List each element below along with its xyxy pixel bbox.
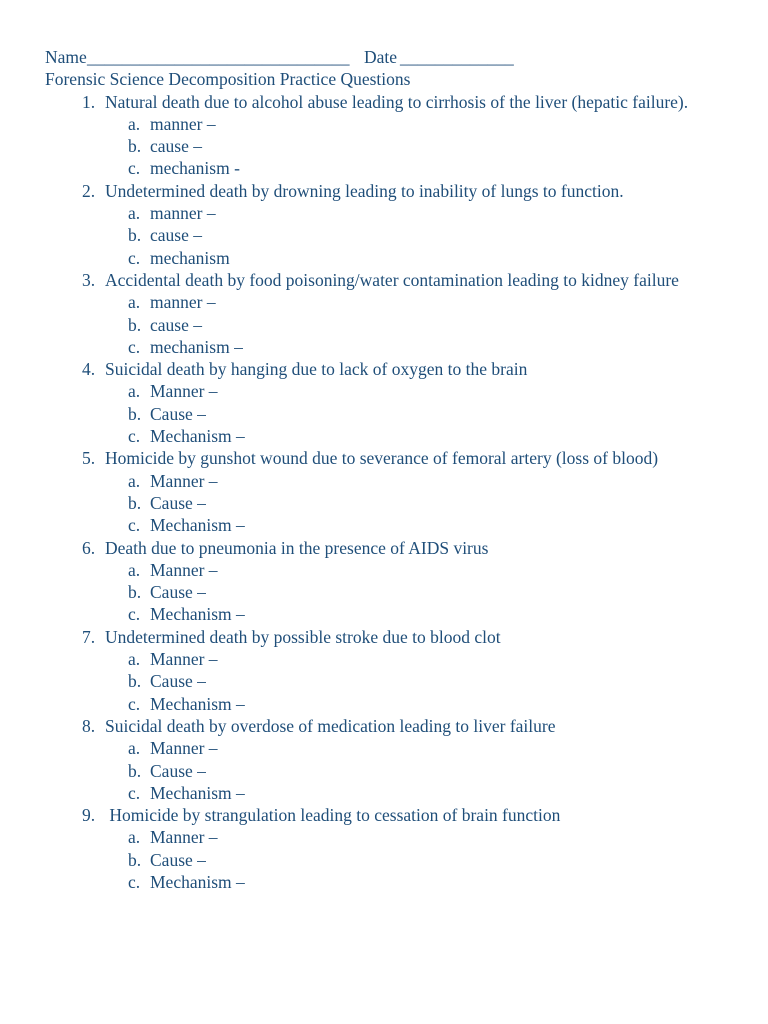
question-item [45, 804, 735, 826]
answer-label: Manner – [150, 649, 218, 670]
answer-item [45, 403, 735, 425]
answer-letter: b. [128, 760, 142, 781]
question-item [45, 537, 735, 559]
question-number: 7. [82, 626, 96, 647]
question-number: 2. [82, 180, 96, 201]
answer-letter: c. [128, 515, 141, 536]
answer-label: manner – [150, 113, 216, 134]
answer-item [45, 380, 735, 402]
answer-letter: a. [128, 827, 141, 848]
answer-item [45, 782, 735, 804]
answer-item [45, 581, 735, 603]
name-date-line [45, 46, 735, 68]
answer-item [45, 648, 735, 670]
answer-item [45, 314, 735, 336]
answer-item [45, 603, 735, 625]
answer-item [45, 425, 735, 447]
question-text: Undetermined death by drowning leading to inability of lungs to function. [105, 180, 624, 201]
answer-label: Cause – [150, 671, 206, 692]
answer-label: manner – [150, 203, 216, 224]
answer-label: Cause – [150, 492, 206, 513]
answer-item [45, 224, 735, 246]
answer-label: Mechanism – [150, 782, 245, 803]
answer-label: mechanism – [150, 336, 243, 357]
answer-label: Mechanism – [150, 604, 245, 625]
question-text: Death due to pneumonia in the presence of AIDS virus [105, 537, 489, 558]
question-text: Homicide by strangulation leading to cessation of brain function [105, 805, 561, 826]
question-number: 5. [82, 448, 96, 469]
answer-letter: a. [128, 470, 141, 491]
answer-label: manner – [150, 292, 216, 313]
answer-item [45, 247, 735, 269]
answer-label: Manner – [150, 381, 218, 402]
answer-label: Cause – [150, 582, 206, 603]
answer-item [45, 737, 735, 759]
answer-item [45, 670, 735, 692]
answer-item [45, 470, 735, 492]
answer-letter: c. [128, 871, 141, 892]
answer-label: Manner – [150, 470, 218, 491]
name-label: Name [45, 47, 87, 67]
answer-item [45, 849, 735, 871]
answer-label: Manner – [150, 738, 218, 759]
answer-item [45, 559, 735, 581]
answer-item [45, 135, 735, 157]
question-number: 1. [82, 91, 96, 112]
answer-letter: a. [128, 381, 141, 402]
answer-letter: b. [128, 314, 142, 335]
question-item [45, 180, 735, 202]
answer-item [45, 693, 735, 715]
answer-letter: b. [128, 582, 142, 603]
answer-letter: c. [128, 158, 141, 179]
question-number: 6. [82, 537, 96, 558]
answer-label: Cause – [150, 760, 206, 781]
question-number: 4. [82, 359, 96, 380]
question-text: Suicidal death by hanging due to lack of oxygen to the brain [105, 359, 528, 380]
date-blank-line: _____________ [400, 47, 514, 67]
answer-item [45, 760, 735, 782]
date-label: Date [364, 47, 398, 67]
answer-item [45, 157, 735, 179]
answer-letter: b. [128, 403, 142, 424]
question-item [45, 447, 735, 469]
answer-letter: c. [128, 336, 141, 357]
question-item [45, 358, 735, 380]
question-number: 8. [82, 715, 96, 736]
answer-label: Mechanism – [150, 426, 245, 447]
question-text: Natural death due to alcohol abuse leading to cirrhosis of the liver (hepatic failure). [105, 91, 689, 112]
question-number: 9. [82, 805, 96, 826]
question-item [45, 626, 735, 648]
answer-label: cause – [150, 225, 202, 246]
question-item [45, 269, 735, 291]
answer-letter: b. [128, 849, 142, 870]
answer-label: Cause – [150, 849, 206, 870]
worksheet-page [45, 46, 735, 893]
answer-label: Manner – [150, 827, 218, 848]
question-text: Undetermined death by possible stroke due to blood clot [105, 626, 501, 647]
question-text: Accidental death by food poisoning/water contamination leading to kidney failure [105, 269, 679, 290]
worksheet-title: Forensic Science Decomposition Practice Questions [45, 69, 411, 90]
question-item [45, 91, 735, 113]
answer-letter: b. [128, 136, 142, 157]
answer-letter: c. [128, 247, 141, 268]
answer-label: mechanism [150, 247, 230, 268]
answer-item [45, 336, 735, 358]
answer-item [45, 291, 735, 313]
answer-letter: c. [128, 782, 141, 803]
answer-letter: a. [128, 559, 141, 580]
answer-letter: c. [128, 604, 141, 625]
question-text: Suicidal death by overdose of medication leading to liver failure [105, 715, 556, 736]
answer-letter: a. [128, 738, 141, 759]
answer-letter: a. [128, 203, 141, 224]
answer-label: Manner – [150, 559, 218, 580]
answer-label: Cause – [150, 403, 206, 424]
question-list [45, 91, 735, 894]
name-blank-line: ______________________________ [87, 47, 350, 67]
answer-letter: a. [128, 649, 141, 670]
answer-item [45, 826, 735, 848]
answer-label: Mechanism – [150, 515, 245, 536]
answer-letter: a. [128, 113, 141, 134]
question-text: Homicide by gunshot wound due to severance of femoral artery (loss of blood) [105, 448, 659, 469]
answer-label: Mechanism – [150, 871, 245, 892]
answer-item [45, 113, 735, 135]
answer-label: mechanism - [150, 158, 240, 179]
answer-item [45, 492, 735, 514]
answer-item [45, 871, 735, 893]
answer-letter: c. [128, 426, 141, 447]
question-item [45, 715, 735, 737]
answer-item [45, 202, 735, 224]
answer-letter: b. [128, 671, 142, 692]
answer-letter: c. [128, 693, 141, 714]
answer-label: cause – [150, 136, 202, 157]
answer-letter: b. [128, 225, 142, 246]
question-number: 3. [82, 269, 96, 290]
answer-letter: b. [128, 492, 142, 513]
answer-letter: a. [128, 292, 141, 313]
answer-item [45, 514, 735, 536]
answer-label: Mechanism – [150, 693, 245, 714]
answer-label: cause – [150, 314, 202, 335]
